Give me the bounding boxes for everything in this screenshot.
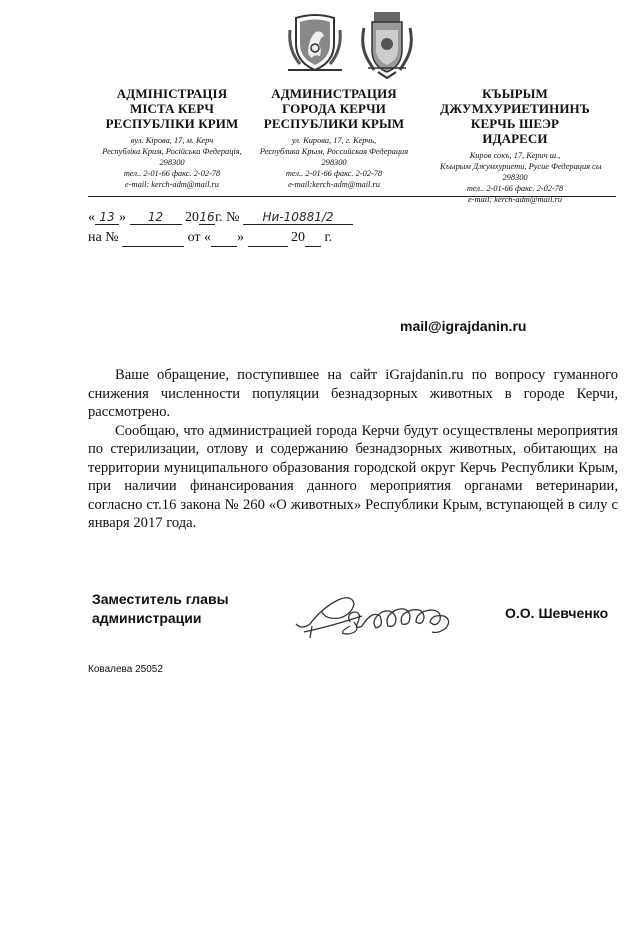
reg-number: Ни-10881/2 — [243, 210, 353, 225]
header-middle-russian — [254, 86, 414, 190]
header-divider — [88, 196, 616, 197]
header-title: АДМИНИСТРАЦИЯ ГОРОДА КЕРЧИ РЕСПУБЛИКИ КРЫМ — [263, 86, 405, 131]
header-right-crimean-tatar — [440, 86, 602, 205]
signatory-title: Заместитель главы администрации — [92, 591, 229, 626]
ref-number-blank — [122, 230, 184, 247]
kerch-city-coat-of-arms-icon — [358, 10, 416, 80]
reg-day: 13 — [95, 210, 119, 225]
ref-month-blank — [248, 230, 288, 247]
header-title: КЪЫРЫМ ДЖУМХУРИЕТИНИНЪ КЕРЧЬ ШЕЭР ИДАРЕСИ — [440, 86, 590, 146]
reg-month: 12 — [130, 210, 182, 225]
reg-year: 16 — [199, 210, 215, 224]
recipient-email: mail@igrajdanin.ru — [400, 318, 527, 334]
header-address: вул. Кірова, 17, м. Керч Республіка Крим, Російська Федерація, 298300 тел.. 2-01-66 факс. 2-02-78 e-mail: kerch-adm@mail.ru — [102, 136, 242, 189]
body-paragraph: Ваше обращение, поступившее на сайт iGrajdanin.ru по вопросу гуманного снижения численности популяции безнадзорных животных в городе Керчи, рассмотрено. — [88, 367, 618, 420]
handwritten-signature-icon — [292, 586, 460, 646]
header-title: АДМІНІСТРАЦІЯ МІСТА КЕРЧ РЕСПУБЛІКИ КРИМ — [105, 86, 239, 131]
body-paragraph: Сообщаю, что администрацией города Керчи будут осуществлены мероприятия по стерилизации, отлову и содержанию безнадзорных животных, обитающих на территории муниципального образования городской округ Керчь Республики Крым, при наличии финансирования данного мероприятия органами ветеринарии, согласно ст.16 закона № 260 «О животных» Республики Крым, вступающей в силу с января 2017 года. — [88, 422, 618, 531]
header-left-ukrainian — [96, 86, 248, 190]
header-address: Киров сокъ, 17, Керич ш., Къырым Джумхуриети, Русие Федерация сы 298300 тел.. 2-01-66 факс. 2-02-78 e-mail: kerch-adm@mail.ru — [440, 151, 602, 204]
signatory-name: О.О. Шевченко — [505, 605, 609, 621]
ref-day-blank — [211, 230, 237, 247]
author-line: Ковалева 25052 — [88, 664, 163, 675]
incoming-reference-line: на № от « » 20 г. — [88, 230, 333, 245]
outgoing-registration-line: « 13 » 12 2016г. № Ни-10881/2 — [88, 210, 353, 226]
ref-year-blank — [305, 230, 321, 247]
letter-body — [88, 366, 618, 533]
crimea-coat-of-arms-icon — [286, 10, 344, 74]
header-address: ул. Кирова, 17, г. Керчь, Республика Крым, Российская Федерация 298300 тел.. 2-01-66 факс. 2-02-78 e-mail:kerch-adm@mail.ru — [259, 136, 409, 189]
